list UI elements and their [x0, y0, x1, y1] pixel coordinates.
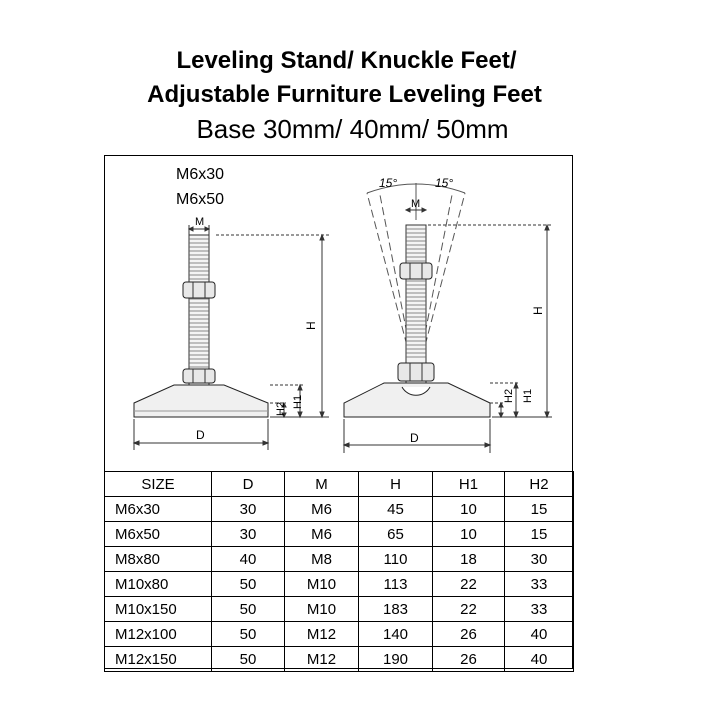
cell-m: M6: [285, 522, 359, 547]
right-foot-drawing: [344, 183, 552, 453]
cell-d: 50: [212, 622, 285, 647]
cell-h2: 33: [505, 572, 574, 597]
right-h2-label: H2: [503, 388, 515, 403]
model-label-1: M6x30: [176, 166, 225, 183]
model-label-2: M6x50: [176, 191, 225, 208]
cell-size: M10x80: [105, 572, 212, 597]
cell-size: M8x80: [105, 547, 212, 572]
header-h: H: [359, 472, 433, 497]
angle-right-label: 15°: [435, 176, 454, 190]
cell-size: M12x150: [105, 647, 212, 672]
left-h2-label: H2: [275, 401, 287, 416]
header-size: SIZE: [105, 472, 212, 497]
cell-h2: 30: [505, 547, 574, 572]
cell-h: 110: [359, 547, 433, 572]
cell-m: M8: [285, 547, 359, 572]
cell-d: 50: [212, 572, 285, 597]
cell-size: M6x50: [105, 522, 212, 547]
left-foot-drawing: [134, 225, 329, 450]
cell-h: 45: [359, 497, 433, 522]
angle-left-label: 15°: [379, 176, 398, 190]
right-h1-label: H1: [522, 388, 534, 403]
title-line-1: Leveling Stand/ Knuckle Feet/: [176, 47, 517, 74]
title-line-2: Adjustable Furniture Leveling Feet: [147, 81, 542, 108]
cell-h2: 40: [505, 622, 574, 647]
cell-h: 113: [359, 572, 433, 597]
cell-size: M12x100: [105, 622, 212, 647]
table-row: [105, 572, 574, 597]
cell-h: 190: [359, 647, 433, 672]
cell-h1: 26: [433, 622, 505, 647]
title-line-3: Base 30mm/ 40mm/ 50mm: [196, 114, 509, 144]
left-d-label: D: [196, 428, 205, 442]
table-row: [105, 497, 574, 522]
cell-h: 65: [359, 522, 433, 547]
left-h1-label: H1: [292, 394, 304, 409]
cell-d: 30: [212, 522, 285, 547]
left-m-label: M: [195, 216, 205, 228]
cell-h2: 40: [505, 647, 574, 672]
cell-h1: 18: [433, 547, 505, 572]
cell-h1: 22: [433, 572, 505, 597]
cell-d: 50: [212, 647, 285, 672]
cell-h: 183: [359, 597, 433, 622]
cell-size: M10x150: [105, 597, 212, 622]
technical-drawing: [104, 155, 573, 471]
cell-h2: 15: [505, 522, 574, 547]
right-d-label: D: [410, 431, 419, 445]
table-row: [105, 522, 574, 547]
cell-m: M12: [285, 647, 359, 672]
table-row: [105, 622, 574, 647]
cell-h1: 26: [433, 647, 505, 672]
cell-m: M10: [285, 597, 359, 622]
table-row: [105, 547, 574, 572]
cell-d: 50: [212, 597, 285, 622]
table-header-row: [105, 472, 574, 497]
cell-h2: 15: [505, 497, 574, 522]
header-d: D: [212, 472, 285, 497]
header-h2: H2: [505, 472, 574, 497]
left-h-label: H: [304, 321, 318, 330]
cell-h2: 33: [505, 597, 574, 622]
cell-h: 140: [359, 622, 433, 647]
cell-size: M6x30: [105, 497, 212, 522]
cell-m: M6: [285, 497, 359, 522]
right-m-label: M: [411, 198, 421, 210]
cell-d: 40: [212, 547, 285, 572]
table-row: [105, 597, 574, 622]
size-table: [104, 471, 574, 672]
table-row: [105, 647, 574, 672]
right-h-label: H: [531, 306, 545, 315]
cell-h1: 10: [433, 522, 505, 547]
header-h1: H1: [433, 472, 505, 497]
cell-d: 30: [212, 497, 285, 522]
cell-h1: 10: [433, 497, 505, 522]
cell-h1: 22: [433, 597, 505, 622]
cell-m: M10: [285, 572, 359, 597]
cell-m: M12: [285, 622, 359, 647]
header-m: M: [285, 472, 359, 497]
